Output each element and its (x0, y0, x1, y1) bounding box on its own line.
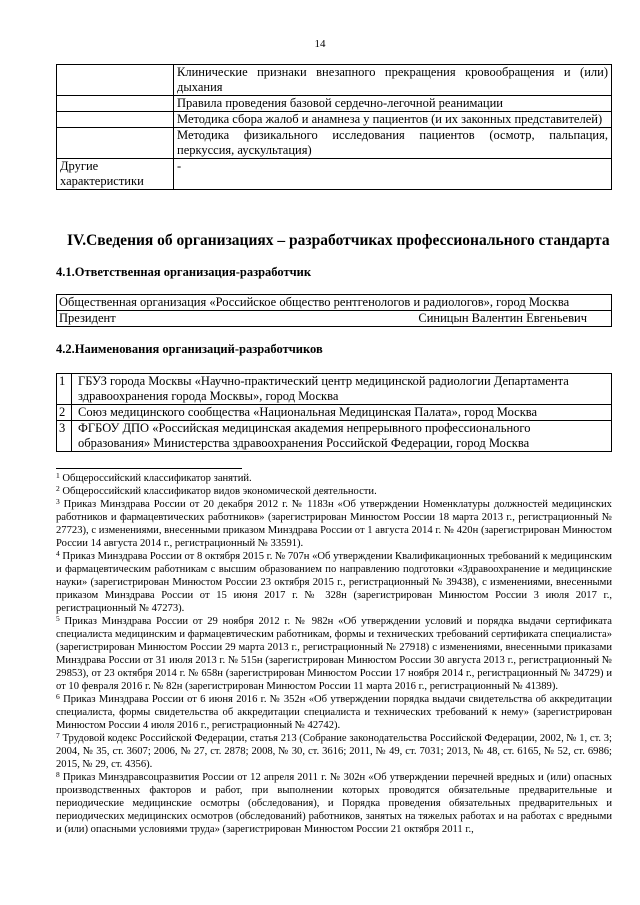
footnote-text: Приказ Минздравсоцразвития России от 12 апреля 2011 г. № 302н «Об утверждении перечней вредных и (или) опасных производственных факторов и работ, при выполнении которых проводятся обязательные предварительные и периодические медицинские осмотры (обследования), и Порядка проведения обязательных предварительных и периодических медицинских осмотров (обследований) работников, занятых на тяжелых работах и на работах с вредными и (или) опасными условиями труда» (зарегистрирован Минюстом России 21 октября 2011 г., (56, 772, 612, 835)
footnote-marker: 5 (56, 614, 60, 623)
row-label (57, 96, 174, 112)
responsible-org-table (56, 294, 612, 327)
dev-number: 2 (57, 405, 72, 421)
footnote (56, 472, 612, 485)
footnote-marker: 3 (56, 497, 60, 506)
person-cell (57, 311, 612, 327)
dev-number: 1 (57, 374, 72, 405)
footnotes (56, 472, 612, 836)
dev-name: ФГБОУ ДПО «Российская медицинская академия непрерывного профессионального образования» Министерства здравоохранения Российской Федерации, город Москва (72, 421, 612, 452)
footnote-text: Приказ Минздрава России от 8 октября 2015 г. № 707н «Об утверждении Квалификационных требований к медицинским и фармацевтическим работникам с высшим образованием по направлению подготовки «Здравоохранение и медицинские науки» (зарегистрирован Минюстом России 23 октября 2015 г., регистрационный № 39438), с изменениями, внесенными приказом Минздрава России от 15 июня 2017 г. № 328н (зарегистрирован Минюстом России 3 июля 2017 г., регистрационный № 47273). (56, 551, 613, 614)
row-label (57, 65, 174, 96)
footnote (56, 693, 612, 732)
dev-name: ГБУЗ города Москвы «Научно-практический центр медицинской радиологии Департамента здравоохранения города Москвы», город Москва (72, 374, 612, 405)
row-label (57, 112, 174, 128)
row-text: - (174, 159, 612, 190)
row-text: Методика сбора жалоб и анамнеза у пациентов (и их законных представителей) (174, 112, 612, 128)
table-row (57, 65, 612, 96)
footnote (56, 498, 612, 550)
footnote (56, 550, 612, 615)
footnote-text: Общероссийский классификатор видов экономической деятельности. (62, 486, 377, 497)
footnote-marker: 2 (56, 484, 60, 493)
subsection-title-developers: 4.2.Наименования организаций-разработчиков (56, 342, 323, 356)
table-row (57, 159, 612, 190)
footnote-marker: 8 (56, 770, 60, 779)
org-name: Общественная организация «Российское общество рентгенологов и радиологов», город Москва (57, 295, 612, 311)
row-text: Клинические признаки внезапного прекращения кровообращения и (или) дыхания (174, 65, 612, 96)
row-label (57, 128, 174, 159)
person-line (59, 311, 609, 326)
developers-table (56, 373, 612, 452)
person-role: Президент (59, 311, 116, 325)
table-row (57, 374, 612, 405)
row-text: Правила проведения базовой сердечно-легочной реанимации (174, 96, 612, 112)
section-title: IV.Сведения об организациях – разработчиках профессионального стандарта (67, 232, 610, 249)
row-text: Методика физикального исследования пациентов (осмотр, пальпация, перкуссия, аускультация) (174, 128, 612, 159)
footnote (56, 771, 612, 836)
table-row (57, 405, 612, 421)
table-row (57, 128, 612, 159)
footnote-text: Приказ Минздрава России от 6 июня 2016 г. № 352н «Об утверждении порядка выдачи свидетельства об аккредитации специалиста, формы свидетельства об аккредитации специалиста и технических требований к нему» (зарегистрирован Минюстом России 4 июля 2016 г., регистрационный № 42742). (56, 694, 612, 731)
footnote-marker: 6 (56, 692, 60, 701)
row-label: Другие характеристики (57, 159, 174, 190)
footnote (56, 485, 612, 498)
dev-number: 3 (57, 421, 72, 452)
footnote-text: Общероссийский классификатор занятий. (62, 473, 252, 484)
footnote (56, 732, 612, 771)
footnote-text: Приказ Минздрава России от 20 декабря 2012 г. № 1183н «Об утверждении Номенклатуры должностей медицинских работников и фармацевтических работников» (зарегистрирован Минюстом России 18 марта 2013 г., регистрационный № 27723), с изменениями, внесенными приказом Минздрава России от 1 августа 2014 г. № 420н (зарегистрирован Минюстом России 14 августа 2014 г., регистрационный № 33591). (56, 499, 612, 549)
page-number: 14 (314, 38, 326, 50)
table-row (57, 311, 612, 327)
table-row (57, 295, 612, 311)
table-row (57, 112, 612, 128)
dev-name: Союз медицинского сообщества «Национальная Медицинская Палата», город Москва (72, 405, 612, 421)
subsection-title-responsible: 4.1.Ответственная организация-разработчик (56, 265, 312, 279)
footnote-marker: 1 (56, 471, 60, 480)
footnote-text: Трудовой кодекс Российской Федерации, статья 213 (Собрание законодательства Российской Федерации, 2002, № 1, ст. 3; 2004, № 35, ст. 3607; 2006, № 27, ст. 2878; 2008, № 30, ст. 3616; 2011, № 49, ст. 7031; 2013, № 48, ст. 6165, № 52, ст. 6986; 2015, № 29, ст. 4356). (56, 733, 612, 770)
requirements-table (56, 64, 612, 190)
person-name: Синицын Валентин Евгеньевич (418, 311, 587, 325)
footnote-marker: 7 (56, 731, 60, 740)
table-row (57, 421, 612, 452)
footnote-text: Приказ Минздрава России от 29 ноября 2012 г. № 982н «Об утверждении условий и порядка выдачи сертификата специалиста медицинским и фармацевтическим работникам, формы и технических требований сертификата специалиста» (зарегистрирован Минюстом России 29 марта 2013 г., регистрационный № 27918) с изменениями, внесенными приказами Минздрава России от 31 июля 2013 г. № 515н (зарегистрирован Минюстом России 30 августа 2013 г., регистрационный № 29853), от 23 октября 2014 г. № 658н (зарегистрирован Минюстом России 17 ноября 2014 г., регистрационный № 34729) и от 10 февраля 2016 г. № 82н (зарегистрирован Минюстом России 11 марта 2016 г., регистрационный № 41389). (56, 616, 612, 692)
footnote-divider (56, 468, 242, 469)
footnote-marker: 4 (56, 549, 60, 558)
footnote (56, 615, 612, 693)
table-row (57, 96, 612, 112)
